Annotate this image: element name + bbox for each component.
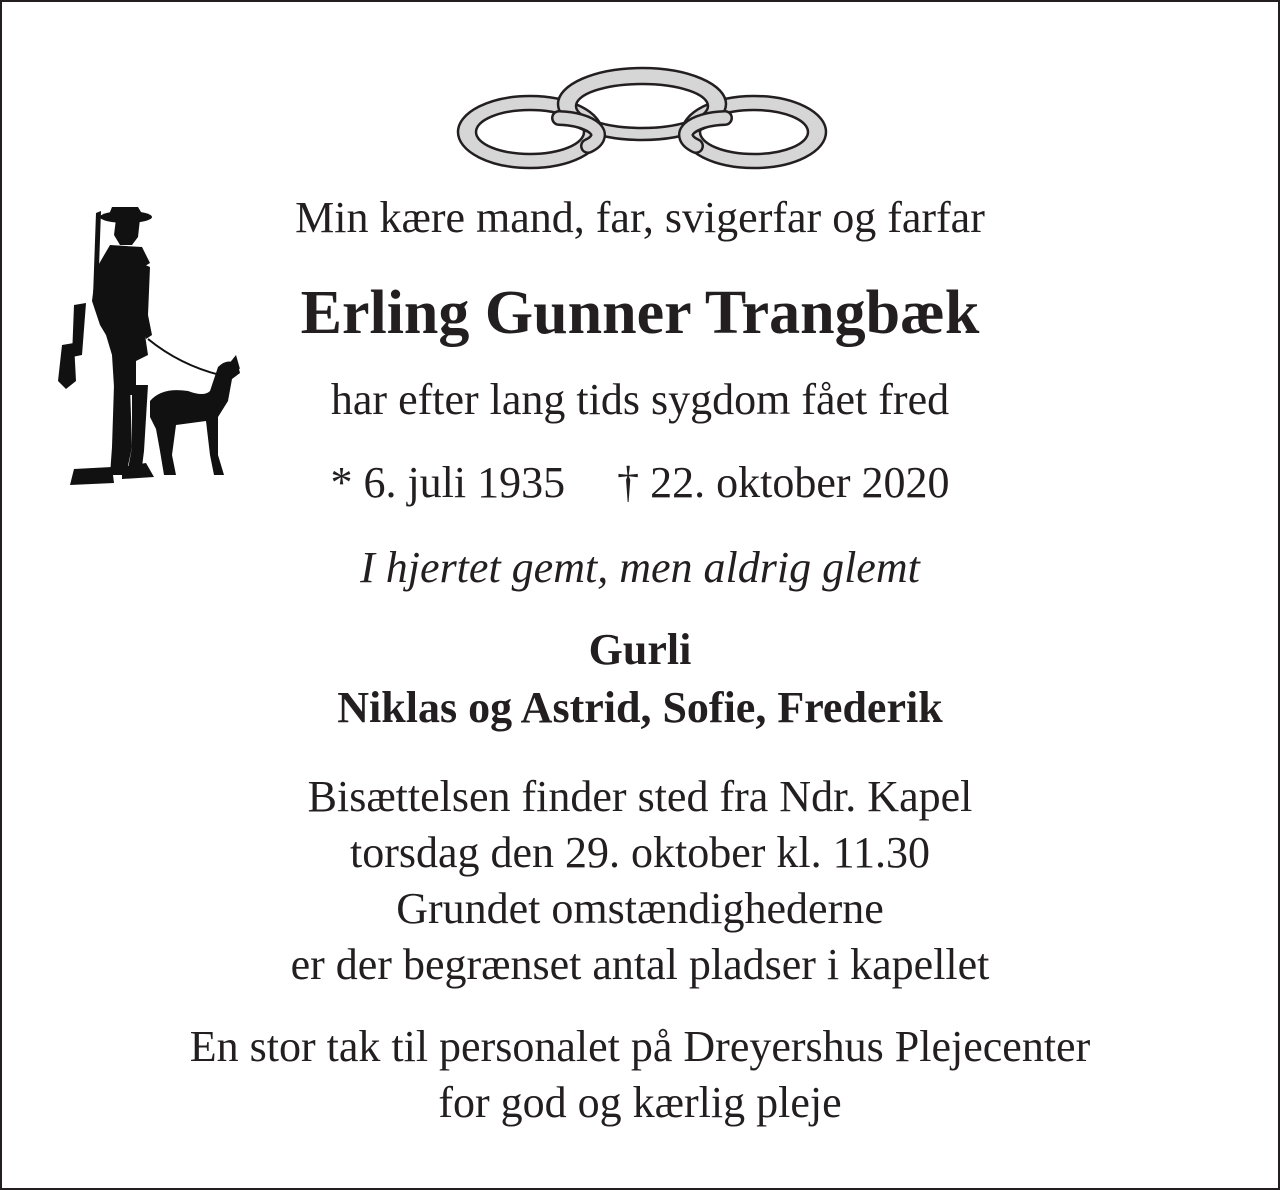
- birth-date: * 6. juli 1935: [330, 458, 566, 507]
- thanks-line-1: En stor tak til personalet på Dreyershus Plejecenter: [189, 1022, 1091, 1071]
- motto: I hjertet gemt, men aldrig glemt: [360, 543, 920, 592]
- life-dates: [2, 457, 1278, 509]
- thanks-line-2: for god og kærlig pleje: [438, 1078, 842, 1127]
- interlocked-rings-icon: [454, 66, 830, 170]
- deceased-name: Erling Gunner Trangbæk: [300, 279, 980, 347]
- family-line-2: Niklas og Astrid, Sofie, Frederik: [337, 683, 943, 732]
- family-line-1: Gurli: [588, 625, 692, 674]
- death-date: † 22. oktober 2020: [617, 458, 950, 507]
- funeral-line-2: torsdag den 29. oktober kl. 11.30: [349, 828, 931, 877]
- funeral-line-1: Bisættelsen finder sted fra Ndr. Kapel: [307, 772, 973, 821]
- passing-line: har efter lang tids sygdom fået fred: [330, 375, 950, 424]
- funeral-line-3: Grundet omstændighederne: [396, 884, 884, 933]
- funeral-line-4: er der begrænset antal pladser i kapellet: [290, 940, 990, 989]
- intro-line: Min kære mand, far, svigerfar og farfar: [295, 193, 985, 242]
